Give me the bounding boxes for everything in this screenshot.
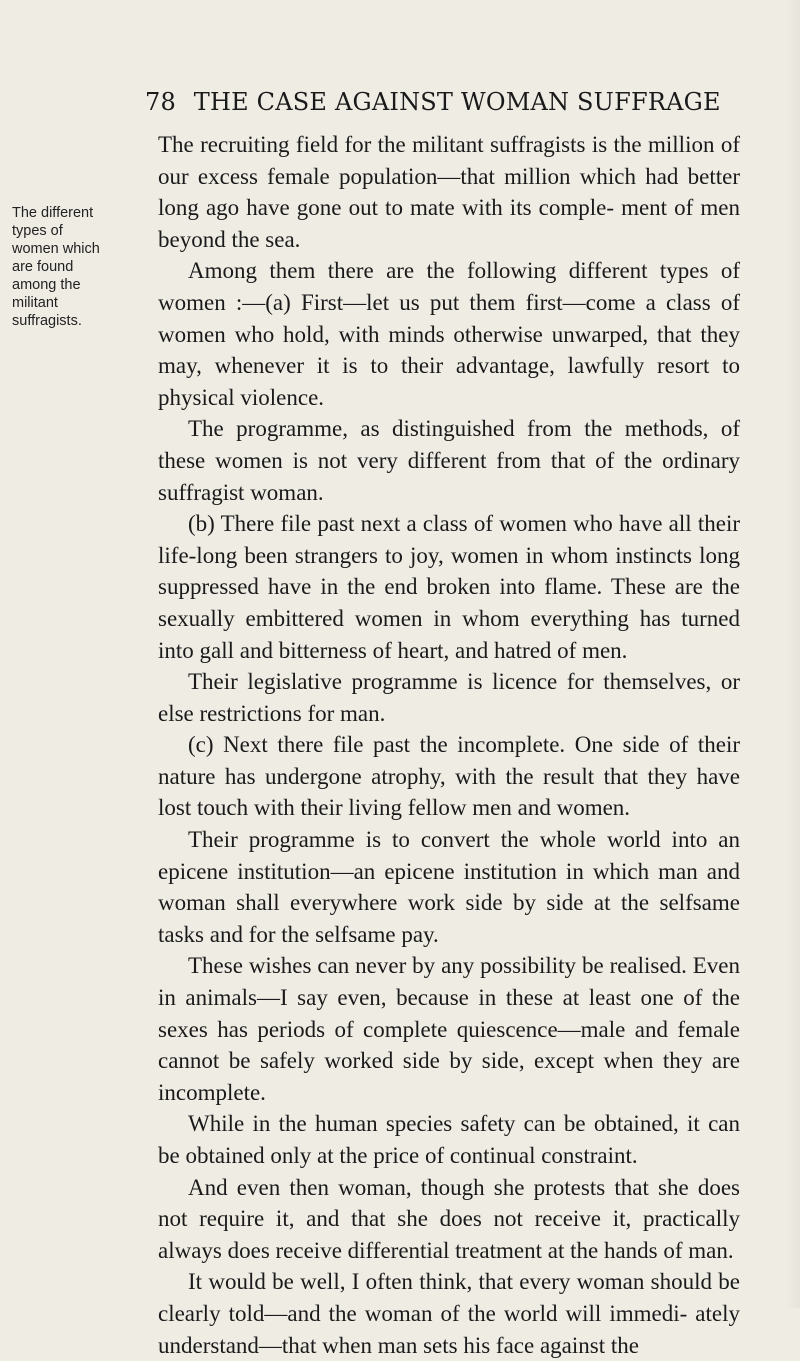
marginal-note-line: are found — [12, 259, 74, 275]
paragraph: Their legislative programme is licence for themselves, or else restrictions for man. — [158, 669, 740, 726]
paragraph: (c) Next there file past the incomplete. One side of their nature has undergone atrophy, with the result that they have lost touch with their living fellow men and women. — [158, 732, 740, 821]
marginal-note-line: women which — [12, 241, 100, 257]
running-header — [145, 88, 750, 116]
paragraph: Among them there are the following different types of women :—(a) First—let us put them first—come a class of women who hold, with minds otherwise unwarped, that they may, whenever it is to their advantage, lawfully resort to physical violence. — [158, 258, 740, 410]
marginal-note-line: militant — [12, 295, 58, 311]
marginal-note-line: types of — [12, 223, 63, 239]
running-title: THE CASE AGAINST WOMAN SUFFRAGE — [193, 88, 721, 116]
marginal-note-line: The different — [12, 205, 94, 221]
body-text — [158, 129, 740, 1361]
marginal-note — [12, 204, 152, 330]
paragraph: And even then woman, though she protests that she does not require it, and that she does not receive it, practically always does receive differential treatment at the hands of man. — [158, 1174, 740, 1263]
paragraph: Their programme is to convert the whole world into an epicene institution—an epicene institution in which man and woman shall everywhere work side by side at the selfsame tasks and for the selfsame pay. — [158, 827, 740, 947]
paragraph: It would be well, I often think, that every woman should be clearly told—and the woman of the world will immedi- ately understand—that when man sets his face against the — [158, 1269, 740, 1358]
paragraph: (b) There file past next a class of women who have all their life-long been strangers to joy, women in whom instincts long suppressed have in the end broken into flame. These are the sexually embittered women in whom everything has turned into gall and bitterness of heart, and hatred of men. — [158, 511, 740, 663]
paragraph: While in the human species safety can be obtained, it can be obtained only at the price of continual constraint. — [158, 1111, 740, 1168]
paragraph: These wishes can never by any possibility be realised. Even in animals—I say even, because in these at least one of the sexes has periods of complete quiescence—male and female cannot be safely worked side by side, except when they are incomplete. — [158, 953, 740, 1105]
marginal-note-line: among the — [12, 277, 81, 293]
page-number: 78 — [145, 88, 176, 116]
marginal-note-line: suffragists. — [12, 313, 82, 329]
paragraph: The programme, as distinguished from the methods, of these women is not very different from that of the ordinary suffragist woman. — [158, 416, 740, 505]
paragraph: The recruiting field for the militant suffragists is the million of our excess female population—that million which had better long ago have gone out to mate with its comple- ment of men beyond the sea. — [158, 132, 740, 252]
page-edge-shadow — [786, 0, 800, 1308]
